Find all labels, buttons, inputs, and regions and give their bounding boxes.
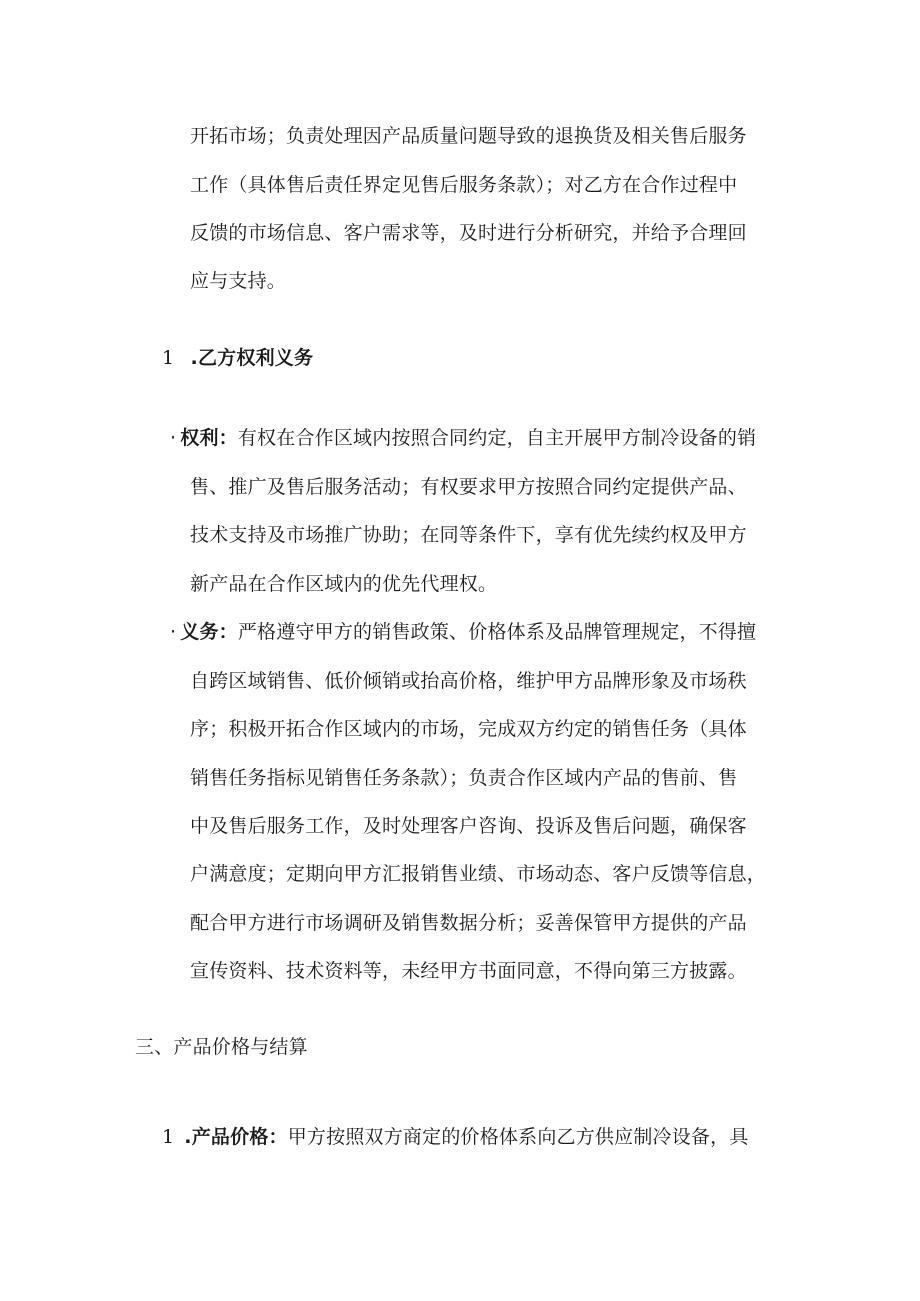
- obligations-line-4: 销售任务指标见销售任务条款）；负责合作区域内产品的售前、售: [190, 767, 738, 789]
- rights-line-1: 有权在合作区域内按照合同约定，自主开展甲方制冷设备的销: [237, 427, 757, 449]
- obligations-first-line: [170, 619, 756, 645]
- section-title: .乙方权利义务: [190, 347, 314, 369]
- price-item-number: 1: [162, 1126, 175, 1148]
- obligations-line-3: 序；积极开拓合作区域内的市场，完成双方约定的销售任务（具体: [190, 718, 747, 740]
- bullet-icon: ·: [170, 427, 177, 449]
- obligations-label: 义务：: [180, 621, 238, 643]
- price-item-text: 甲方按照双方商定的价格体系向乙方供应制冷设备，具: [287, 1126, 749, 1148]
- obligations-line-2: 自跨区域销售、低价倾销或抬高价格，维护甲方品牌形象及市场秩: [190, 670, 747, 692]
- obligations-line-5: 中及售后服务工作，及时处理客户咨询、投诉及售后问题，确保客: [190, 815, 747, 837]
- intro-line-4: 应与支持。: [190, 270, 287, 292]
- rights-line-3: 技术支持及市场推广协助；在同等条件下，享有优先续约权及甲方: [190, 524, 747, 546]
- obligations-line-6: 户满意度；定期向甲方汇报销售业绩、市场动态、客户反馈等信息，: [190, 863, 767, 885]
- bullet-icon: ·: [170, 621, 177, 643]
- section-number: 1: [162, 347, 175, 369]
- rights-label: 权利：: [180, 427, 238, 449]
- price-item: [162, 1124, 749, 1150]
- price-item-label: .产品价格：: [184, 1126, 288, 1148]
- chapter-heading: 三、产品价格与结算: [135, 1036, 308, 1058]
- obligations-line-1: 严格遵守甲方的销售政策、价格体系及品牌管理规定，不得擅: [237, 621, 757, 643]
- intro-line-1: 开拓市场；负责处理因产品质量问题导致的退换货及相关售后服务: [190, 125, 747, 147]
- section-heading: [162, 345, 313, 371]
- rights-line-4: 新产品在合作区域内的优先代理权。: [190, 573, 498, 595]
- intro-line-3: 反馈的市场信息、客户需求等，及时进行分析研究，并给予合理回: [190, 222, 747, 244]
- intro-line-2: 工作（具体售后责任界定见售后服务条款）；对乙方在合作过程中: [190, 174, 738, 196]
- rights-line-2: 售、推广及售后服务活动；有权要求甲方按照合同约定提供产品、: [190, 476, 747, 498]
- obligations-line-7: 配合甲方进行市场调研及销售数据分析；妥善保管甲方提供的产品: [190, 912, 747, 934]
- rights-first-line: [170, 425, 756, 451]
- obligations-line-8: 宣传资料、技术资料等，未经甲方书面同意，不得向第三方披露。: [190, 960, 747, 982]
